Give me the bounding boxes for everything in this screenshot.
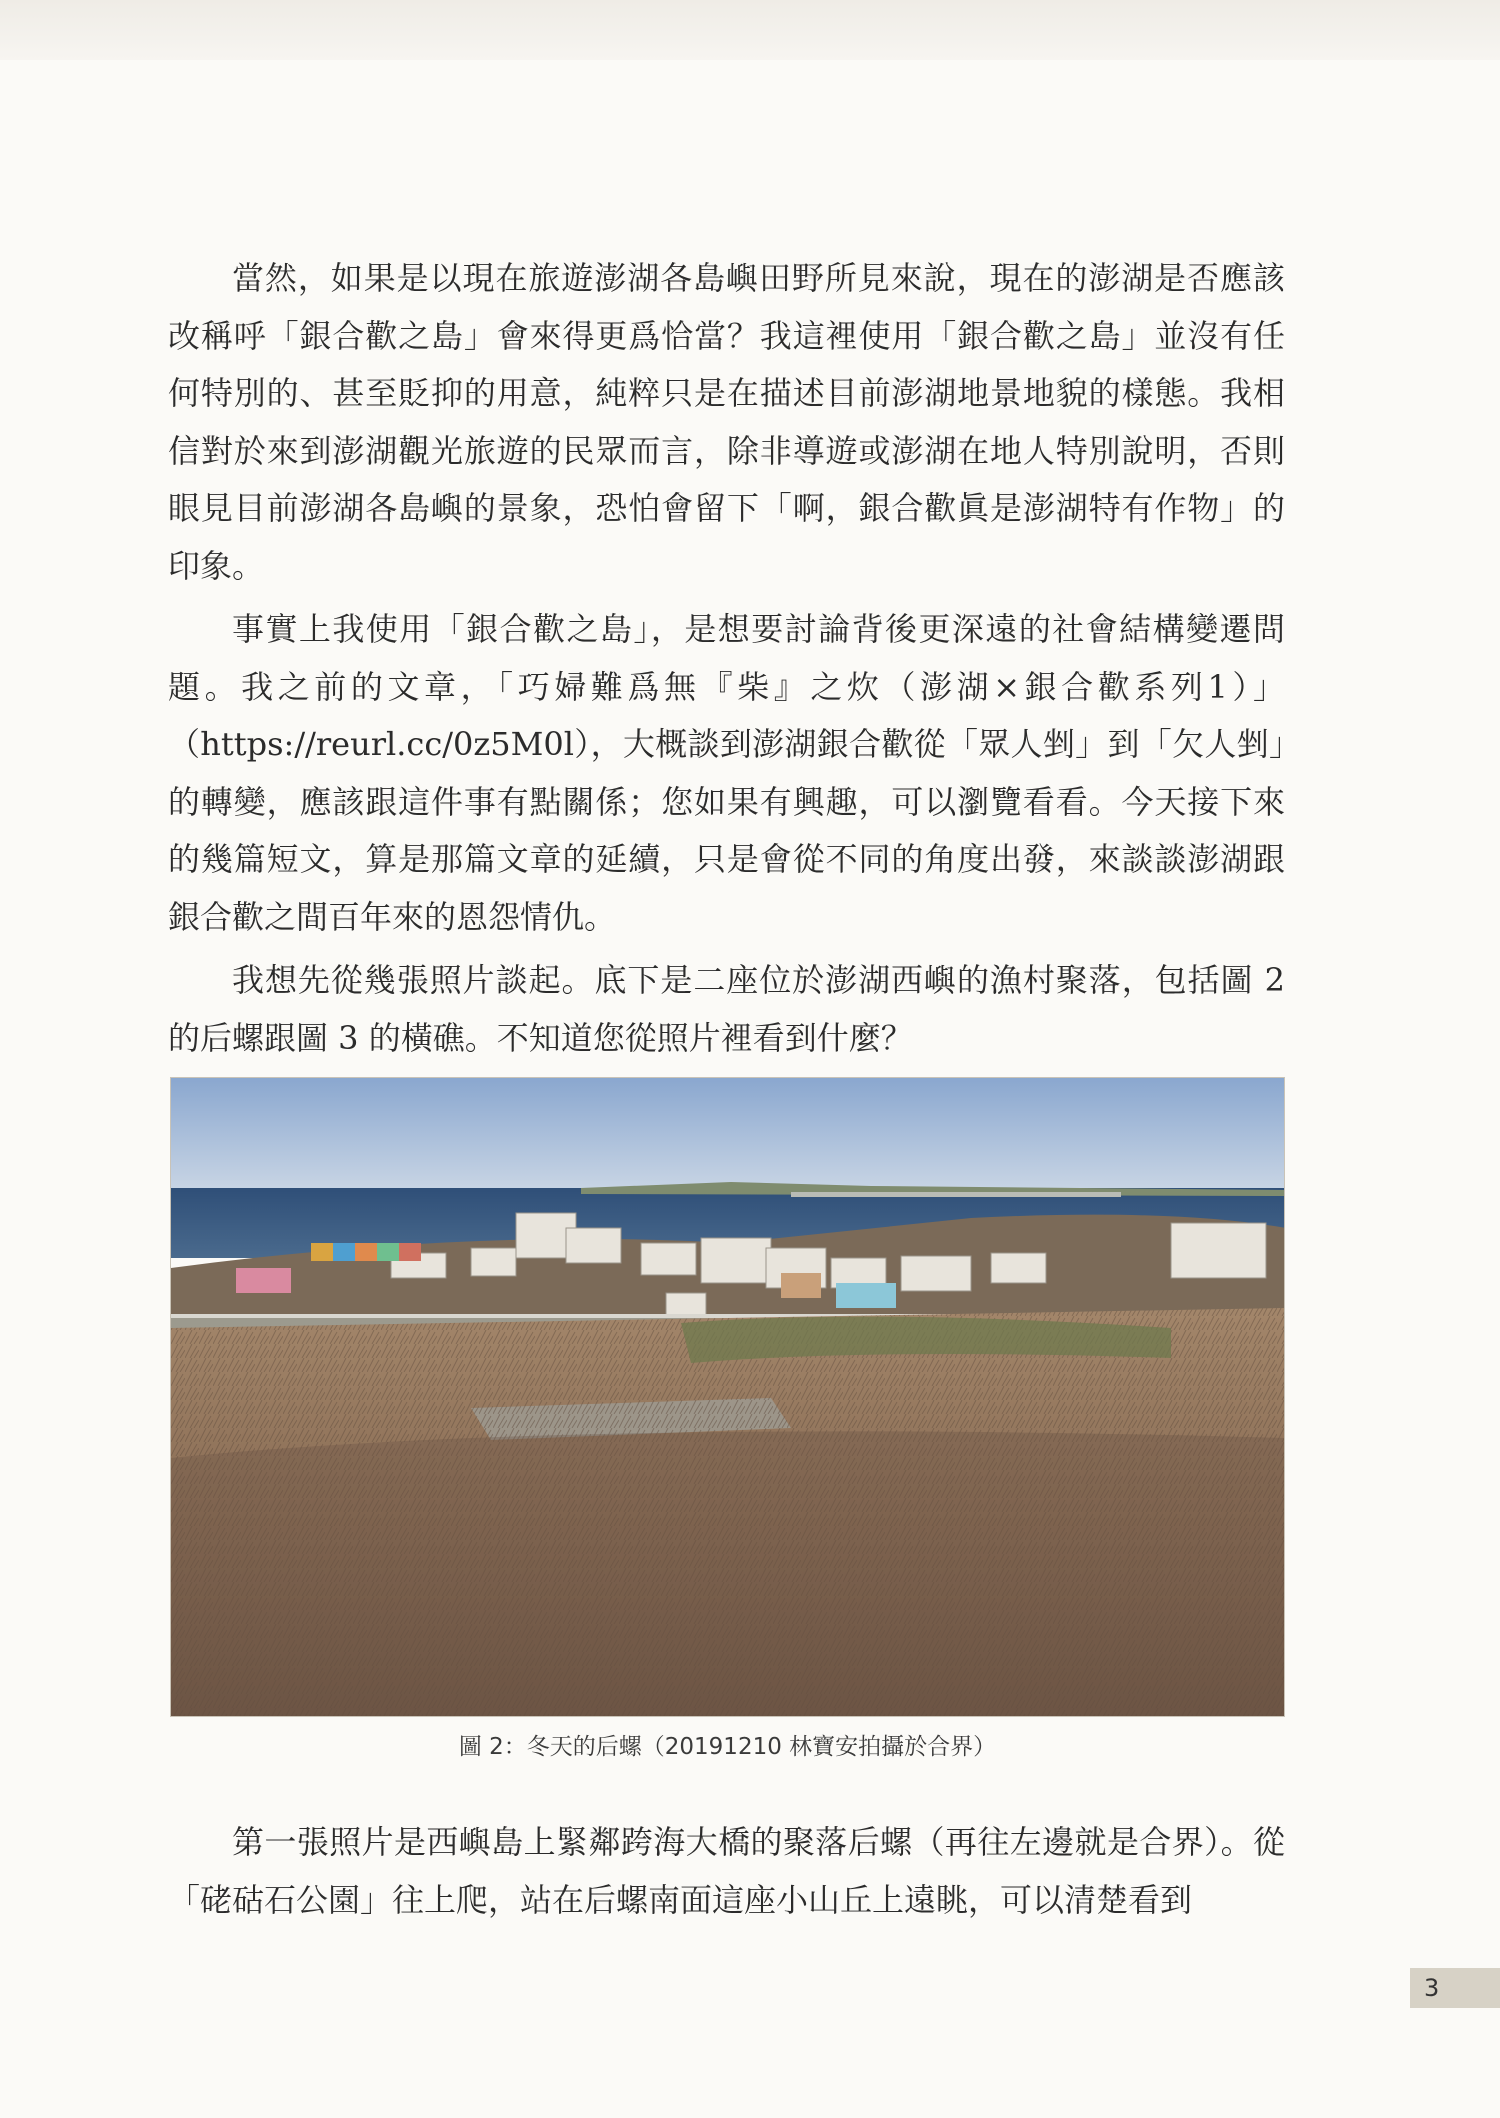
body-text-top bbox=[168, 250, 1285, 1067]
paragraph: 第一張照片是西嶼島上緊鄰跨海大橋的聚落后螺（再往左邊就是合界）。從「硓𥑮石公園」往上爬，站在后螺南面這座小山丘上遠眺，可以清楚看到 bbox=[168, 1823, 1285, 1919]
page-top-shadow bbox=[0, 0, 1500, 60]
paragraph: 事實上我使用「銀合歡之島」，是想要討論背後更深遠的社會結構變遷問題。我之前的文章，「巧婦難爲無『柴』之炊（澎湖×銀合歡系列1）」（https://reurl.cc/0z5M0l），大概談到澎湖銀合歡從「眾人剉」到「欠人剉」的轉變，應該跟這件事有點關係；您如果有興趣，可以瀏覽看看。今天接下來的幾篇短文，算是那篇文章的延續，只是會從不同的角度出發，來談談澎湖跟銀合歡之間百年來的恩怨情仇。 bbox=[168, 610, 1285, 936]
figure-photo-houluo bbox=[170, 1077, 1285, 1717]
figure-caption: 圖 2：冬天的后螺（20191210 林寶安拍攝於合界） bbox=[458, 1734, 997, 1760]
paragraph: 當然，如果是以現在旅遊澎湖各島嶼田野所見來說，現在的澎湖是否應該改稱呼「銀合歡之島」會來得更爲恰當？我這裡使用「銀合歡之島」並沒有任何特別的、甚至貶抑的用意，純粹只是在描述目前澎湖地景地貌的樣態。我相信對於來到澎湖觀光旅遊的民眾而言，除非導遊或澎湖在地人特別說明，否則眼見目前澎湖各島嶼的景象，恐怕會留下「啊，銀合歡眞是澎湖特有作物」的印象。 bbox=[168, 259, 1285, 585]
paragraph: 我想先從幾張照片談起。底下是二座位於澎湖西嶼的漁村聚落，包括圖 2 的后螺跟圖 3 的橫礁。不知道您從照片裡看到什麼？ bbox=[168, 961, 1285, 1057]
body-text-bottom bbox=[168, 1814, 1285, 1929]
page-number: 3 bbox=[1410, 1968, 1500, 2008]
